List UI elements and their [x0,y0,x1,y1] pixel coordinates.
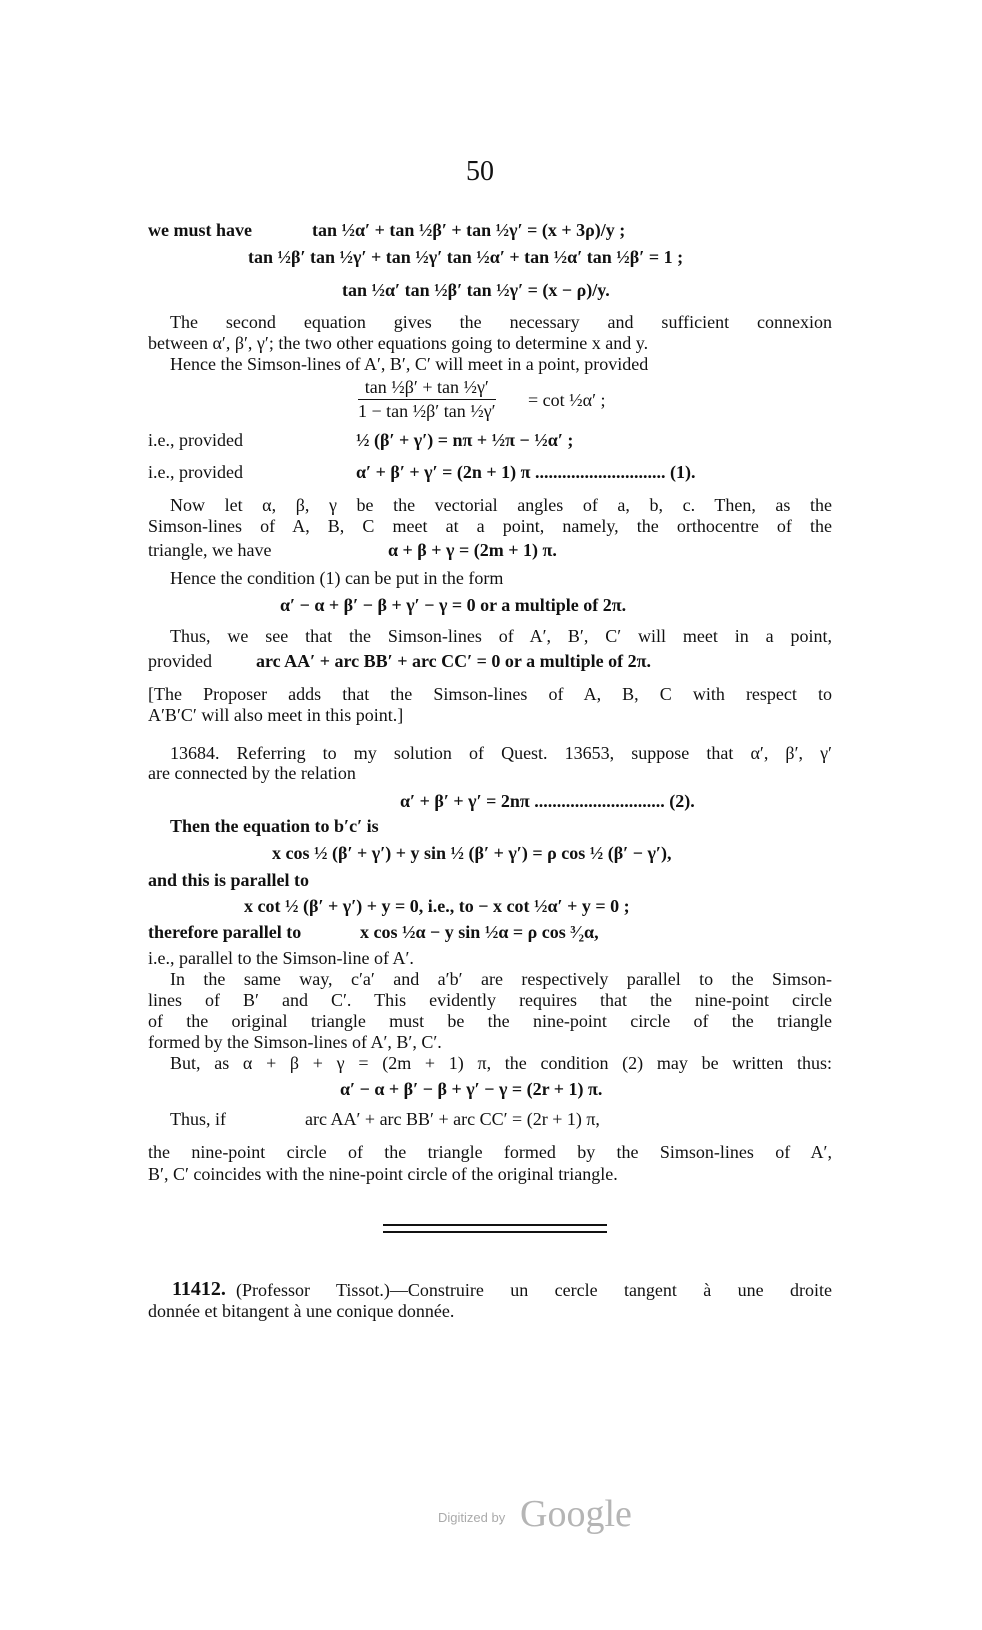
fraction-numerator: tan ½β′ + tan ½γ′ [358,376,496,400]
text-label: i.e., provided [148,430,243,450]
paragraph-line: between α′, β′, γ′; the two other equations going to determine x and y. [148,333,649,353]
paragraph-line: donnée et bitangent à une conique donnée. [148,1301,455,1321]
fraction-equation [358,376,496,422]
equation: α′ − α + β′ − β + γ′ − γ = (2r + 1) π. [340,1079,603,1099]
divider [383,1231,607,1233]
paragraph-line: In the same way, c′a′ and a′b′ are respectively parallel to the Simson- [170,969,832,989]
paragraph-line: are connected by the relation [148,763,356,783]
equation: x cos ½ (β′ + γ′) + y sin ½ (β′ + γ′) = ρ cos ½ (β′ − γ′), [272,843,672,863]
paragraph-line: of the original triangle must be the nine-point circle of the triangle [148,1011,832,1031]
equation: tan ½α′ tan ½β′ tan ½γ′ = (x − ρ)/y. [342,280,610,300]
equation: α′ − α + β′ − β + γ′ − γ = 0 or a multiple of 2π. [280,595,627,615]
equation: = cot ½α′ ; [528,390,606,410]
paragraph-line: Now let α, β, γ be the vectorial angles of a, b, c. Then, as the [170,495,832,515]
equation: ½ (β′ + γ′) = nπ + ½π − ½α′ ; [356,430,574,450]
text-label: Thus, if [170,1109,226,1129]
equation: α′ + β′ + γ′ = (2n + 1) π ............................. (1). [356,462,696,482]
paragraph-line: i.e., parallel to the Simson-line of A′. [148,948,414,968]
paragraph-line: Hence the condition (1) can be put in the form [170,568,504,588]
paragraph-line: (Professor Tissot.)—Construire un cercle tangent à une droite [236,1280,832,1300]
equation: x cos ½α − y sin ½α = ρ cos ³⁄₂α, [360,922,599,942]
paragraph-line: But, as α + β + γ = (2m + 1) π, the condition (2) may be written thus: [170,1053,832,1073]
equation: tan ½β′ tan ½γ′ + tan ½γ′ tan ½α′ + tan ½α′ tan ½β′ = 1 ; [248,247,684,267]
equation: α′ + β′ + γ′ = 2nπ ............................. (2). [400,791,695,811]
equation: α + β + γ = (2m + 1) π. [388,540,557,560]
paragraph-line: Hence the Simson-lines of A′, B′, C′ will meet in a point, provided [170,354,649,374]
text-label: provided [148,651,212,671]
paragraph-line: and this is parallel to [148,870,310,890]
text-label: we must have [148,220,252,240]
paragraph-line: Then the equation to b′c′ is [170,816,379,836]
equation: x cot ½ (β′ + γ′) + y = 0, i.e., to − x cot ½α′ + y = 0 ; [244,896,630,916]
paragraph-line: 13684. Referring to my solution of Quest. 13653, suppose that α′, β′, γ′ [170,743,832,763]
text-label: triangle, we have [148,540,272,560]
digitized-by-text: Digitized by [438,1510,506,1525]
text-label: i.e., provided [148,462,243,482]
paragraph-line: B′, C′ coincides with the nine-point circle of the original triangle. [148,1164,618,1184]
paragraph-line: Thus, we see that the Simson-lines of A′, B′, C′ will meet in a point, [170,626,832,646]
equation: arc AA′ + arc BB′ + arc CC′ = (2r + 1) π, [305,1109,600,1129]
page-number: 50 [466,156,494,187]
google-logo: Google [520,1493,632,1535]
paragraph-line: A′B′C′ will also meet in this point.] [148,705,404,725]
text-label: therefore parallel to [148,922,302,942]
equation: tan ½α′ + tan ½β′ + tan ½γ′ = (x + 3ρ)/y ; [312,220,626,240]
paragraph-line: lines of B′ and C′. This evidently requires that the nine-point circle [148,990,832,1010]
paragraph-line: the nine-point circle of the triangle formed by the Simson-lines of A′, [148,1142,832,1162]
paragraph-line: Simson-lines of A, B, C meet at a point, namely, the orthocentre of the [148,516,832,536]
paragraph-line: formed by the Simson-lines of A′, B′, C′. [148,1032,442,1052]
fraction-denominator: 1 − tan ½β′ tan ½γ′ [358,401,496,421]
paragraph-line: [The Proposer adds that the Simson-lines of A, B, C with respect to [148,684,832,704]
divider [383,1224,607,1226]
paragraph-line: The second equation gives the necessary and sufficient connexion [170,312,832,332]
equation: arc AA′ + arc BB′ + arc CC′ = 0 or a multiple of 2π. [256,651,651,671]
question-number: 11412. [172,1278,226,1300]
